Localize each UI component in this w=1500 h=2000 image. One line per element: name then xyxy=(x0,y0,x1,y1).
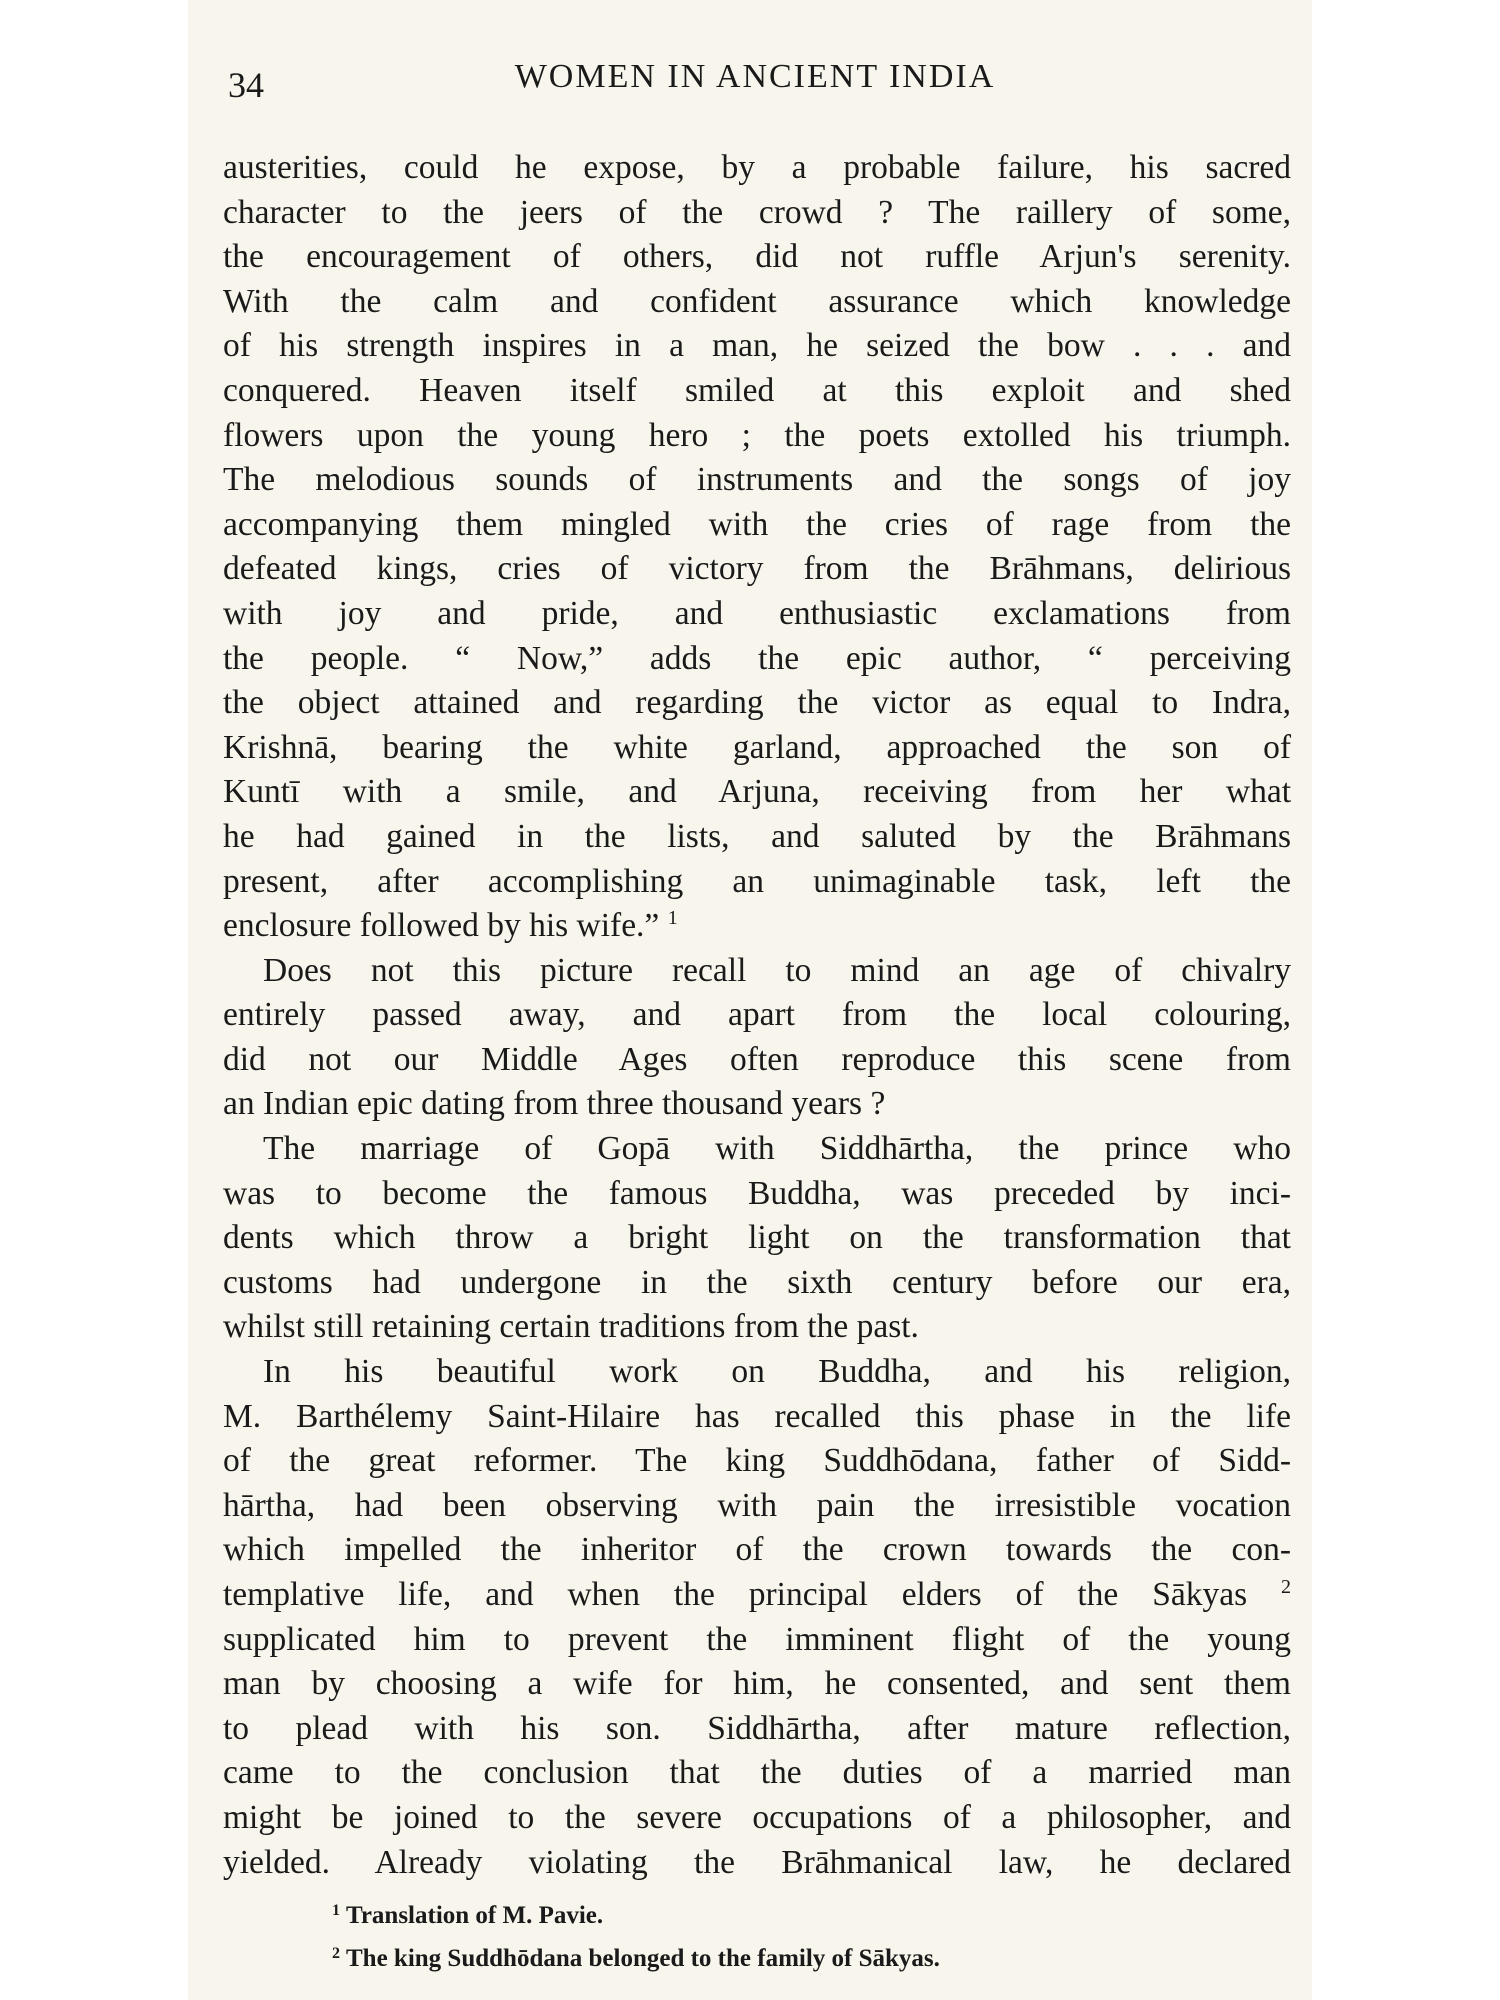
text-line-with-note xyxy=(223,904,1291,949)
footnote-2 xyxy=(332,1935,940,1978)
footnote-text: The king Suddhōdana belonged to the family of Sākyas. xyxy=(346,1945,940,1972)
text-line: present, after accomplishing an unimaginable task, left the xyxy=(223,862,1291,900)
text-line: of the great reformer. The king Suddhōdana, father of Sidd- xyxy=(223,1442,1291,1480)
text-line-with-note xyxy=(223,1573,1291,1618)
text-line: Does not this picture recall to mind an age of chivalry xyxy=(263,951,1291,989)
text-line: defeated kings, cries of victory from the Brāhmans, delirious xyxy=(223,550,1291,588)
text-line: The melodious sounds of instruments and the songs of joy xyxy=(223,461,1291,499)
text-line: Kuntī with a smile, and Arjuna, receiving from her what xyxy=(223,773,1291,811)
text-line: might be joined to the severe occupations of a philosopher, and xyxy=(223,1798,1291,1836)
running-title: WOMEN IN ANCIENT INDIA xyxy=(514,58,996,95)
text-line: austerities, could he expose, by a probable failure, his sacred xyxy=(223,149,1291,186)
text-line: whilst still retaining certain traditions from the past. xyxy=(223,1308,919,1346)
page-number: 34 xyxy=(228,65,264,105)
text-line: character to the jeers of the crowd ? The raillery of some, xyxy=(223,193,1291,231)
text-line: yielded. Already violating the Brāhmanical law, he declared xyxy=(223,1843,1291,1881)
text-line: With the calm and confident assurance which knowledge xyxy=(223,282,1291,320)
text-line: enclosure followed by his wife.” xyxy=(223,907,660,945)
text-line: the people. “ Now,” adds the epic author, “ perceiving xyxy=(223,639,1291,677)
book-page xyxy=(188,0,1312,2000)
text-line: hārtha, had been observing with pain the irresistible vocation xyxy=(223,1486,1291,1524)
text-line: was to become the famous Buddha, was preceded by inci- xyxy=(223,1174,1291,1212)
footnote-ref-1[interactable]: 1 xyxy=(667,907,678,930)
footnote-mark: 1 xyxy=(332,1902,340,1919)
text-line: supplicated him to prevent the imminent flight of the young xyxy=(223,1620,1291,1658)
text-line: of his strength inspires in a man, he seized the bow . . . and xyxy=(223,327,1291,365)
text-line: M. Barthélemy Saint-Hilaire has recalled this phase in the life xyxy=(223,1397,1291,1435)
footnote-text: Translation of M. Pavie. xyxy=(346,1902,604,1929)
paragraph xyxy=(223,1127,1291,1350)
paragraph xyxy=(223,949,1291,1127)
text-line: The marriage of Gopā with Siddhārtha, the prince who xyxy=(263,1130,1291,1168)
text-line: to plead with his son. Siddhārtha, after mature reflection, xyxy=(223,1709,1291,1747)
text-line: In his beautiful work on Buddha, and his religion, xyxy=(263,1353,1291,1391)
text-line: customs had undergone in the sixth century before our era, xyxy=(223,1263,1291,1301)
text-line: accompanying them mingled with the cries of rage from the xyxy=(223,505,1291,543)
text-line: did not our Middle Ages often reproduce this scene from xyxy=(223,1040,1291,1078)
text-line: the object attained and regarding the victor as equal to Indra, xyxy=(223,684,1291,722)
text-line: man by choosing a wife for him, he consented, and sent them xyxy=(223,1665,1291,1703)
text-line: an Indian epic dating from three thousand years ? xyxy=(223,1085,886,1123)
text-line: which impelled the inheritor of the crown towards the con- xyxy=(223,1531,1291,1569)
text-line: templative life, and when the principal elders of the Sākyas xyxy=(223,1576,1248,1613)
text-line: dents which throw a bright light on the transformation that xyxy=(223,1219,1291,1257)
text-line: came to the conclusion that the duties of a married man xyxy=(223,1754,1291,1792)
text-line: the encouragement of others, did not ruffle Arjun's serenity. xyxy=(223,238,1291,276)
footnote-ref-2[interactable]: 2 xyxy=(1281,1576,1292,1598)
text-line: Krishnā, bearing the white garland, approached the son of xyxy=(223,728,1291,766)
footnote-1 xyxy=(332,1892,940,1935)
text-line: entirely passed away, and apart from the local colouring, xyxy=(223,996,1291,1034)
text-line: flowers upon the young hero ; the poets extolled his triumph. xyxy=(223,416,1291,454)
text-line: he had gained in the lists, and saluted by the Brāhmans xyxy=(223,817,1291,855)
footnote-mark: 2 xyxy=(332,1945,340,1962)
footnotes xyxy=(332,1892,940,1978)
text-line: with joy and pride, and enthusiastic exclamations from xyxy=(223,594,1291,632)
body-text xyxy=(223,146,1291,1885)
text-line: conquered. Heaven itself smiled at this exploit and shed xyxy=(223,371,1291,409)
paragraph xyxy=(223,1350,1291,1885)
paragraph xyxy=(223,146,1291,949)
page-header xyxy=(228,58,1282,108)
